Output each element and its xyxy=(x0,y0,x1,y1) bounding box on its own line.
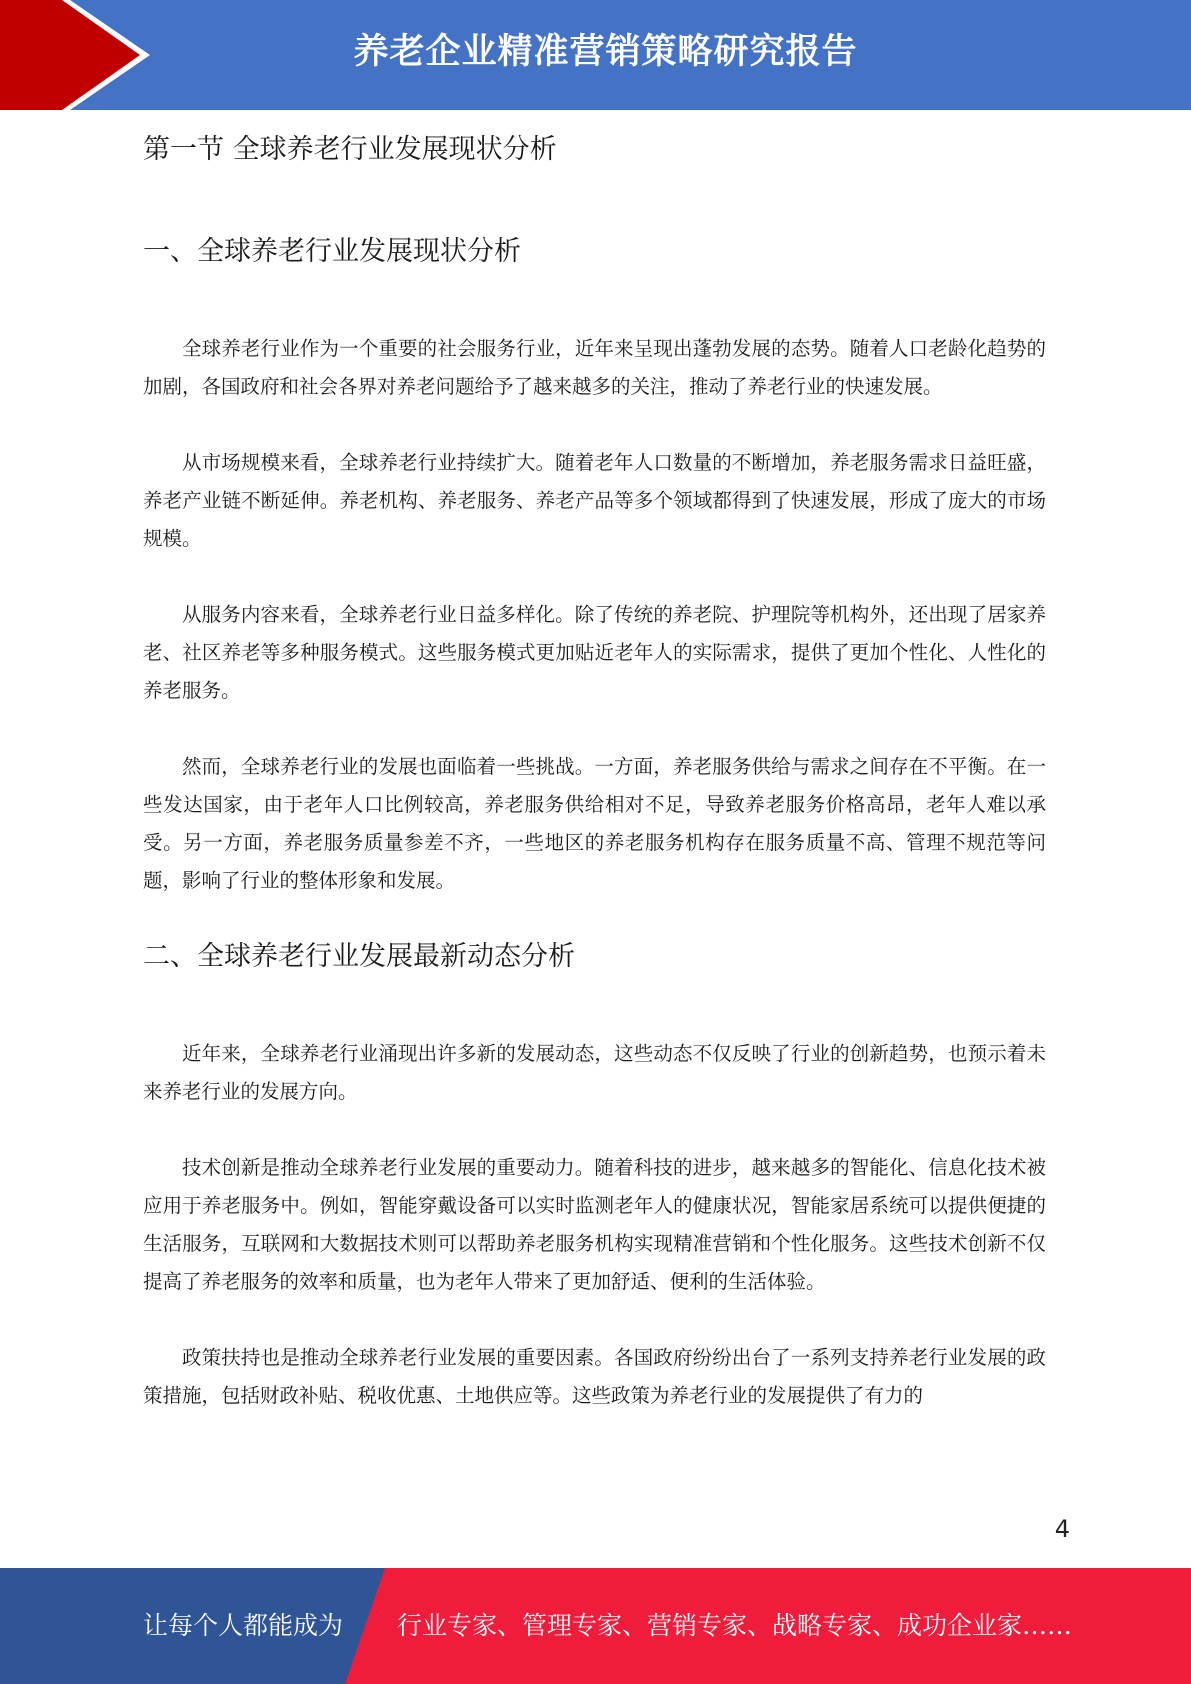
page-number: 4 xyxy=(1054,1515,1070,1543)
document-title: 养老企业精准营销策略研究报告 xyxy=(353,32,858,72)
paragraph: 近年来，全球养老行业涌现出许多新的发展动态，这些动态不仅反映了行业的创新趋势，也预示着未来养老行业的发展方向。 xyxy=(143,1042,1046,1103)
paragraph: 从服务内容来看，全球养老行业日益多样化。除了传统的养老院、护理院等机构外，还出现了居家养老、社区养老等多种服务模式。这些服务模式更加贴近老年人的实际需求，提供了更加个性化、人性化的养老服务。 xyxy=(143,603,1046,702)
page-header xyxy=(0,0,1191,110)
paragraph: 全球养老行业作为一个重要的社会服务行业，近年来呈现出蓬勃发展的态势。随着人口老龄化趋势的加剧，各国政府和社会各界对养老问题给予了越来越多的关注，推动了养老行业的快速发展。 xyxy=(143,337,1046,398)
footer-slogan-left: 让每个人都能成为 xyxy=(143,1611,344,1640)
paragraph: 从市场规模来看，全球养老行业持续扩大。随着老年人口数量的不断增加，养老服务需求日益旺盛，养老产业链不断延伸。养老机构、养老服务、养老产品等多个领域都得到了快速发展，形成了庞大的市场规模。 xyxy=(143,451,1046,550)
heading-part-two: 二、全球养老行业发展最新动态分析 xyxy=(143,941,575,972)
page-footer xyxy=(0,1568,1191,1684)
page-content xyxy=(143,130,1046,1415)
section-title: 第一节 全球养老行业发展现状分析 xyxy=(143,134,557,165)
paragraph: 政策扶持也是推动全球养老行业发展的重要因素。各国政府纷纷出台了一系列支持养老行业发展的政策措施，包括财政补贴、税收优惠、土地供应等。这些政策为养老行业的发展提供了有力的 xyxy=(143,1346,1046,1407)
footer-slogan-right: 行业专家、管理专家、营销专家、战略专家、成功企业家…… xyxy=(397,1611,1073,1640)
paragraph: 技术创新是推动全球养老行业发展的重要动力。随着科技的进步，越来越多的智能化、信息化技术被应用于养老服务中。例如，智能穿戴设备可以实时监测老年人的健康状况，智能家居系统可以提供便捷的生活服务，互联网和大数据技术则可以帮助养老服务机构实现精准营销和个性化服务。这些技术创新不仅提高了养老服务的效率和质量，也为老年人带来了更加舒适、便利的生活体验。 xyxy=(143,1156,1046,1293)
heading-part-one: 一、全球养老行业发展现状分析 xyxy=(143,236,521,267)
paragraph: 然而，全球养老行业的发展也面临着一些挑战。一方面，养老服务供给与需求之间存在不平衡。在一些发达国家，由于老年人口比例较高，养老服务供给相对不足，导致养老服务价格高昂，老年人难以承受。另一方面，养老服务质量参差不齐，一些地区的养老服务机构存在服务质量不高、管理不规范等问题，影响了行业的整体形象和发展。 xyxy=(143,755,1046,892)
